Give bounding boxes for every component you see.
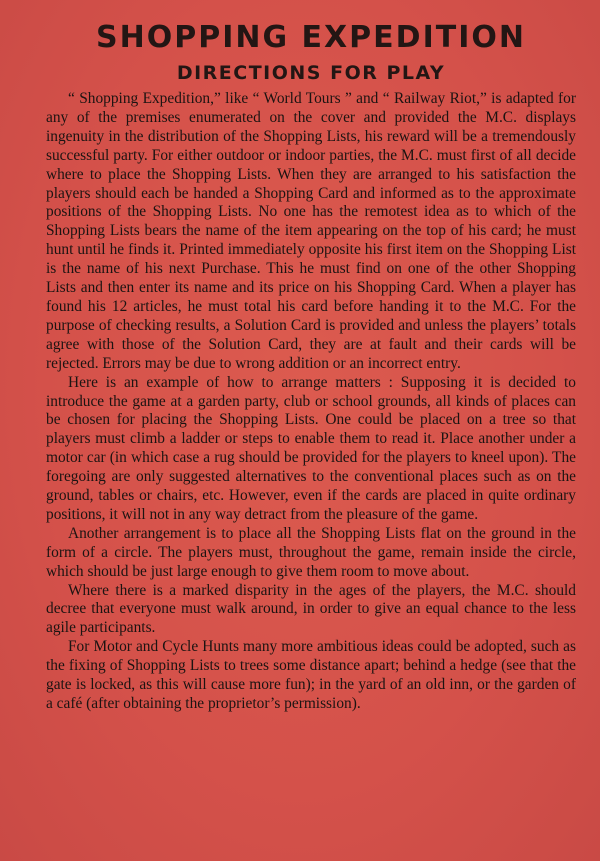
paragraph-example: Here is an example of how to arrange matters : Supposing it is decided to introduce the game at a garden party, club or school grounds, all kinds of places can be chosen for placing the Shopping Lists. One could be placed on a tree so that players must climb a ladder or steps to enable them to read it. Place another under a motor car (in which case a rug should be provided for the players to kneel upon). The foregoing are only suggested alternatives to the conventional places such as on the ground, tables or chairs, etc. However, even if the cards are placed in quite ordinary positions, it will not in any way detract from the pleasure of the game. <box>46 373 576 523</box>
paragraph-intro: “ Shopping Expedition,” like “ World Tours ” and “ Railway Riot,” is adapted for any of the premises enumerated on the cover and provided the M.C. displays ingenuity in the distribution of the Shopping Lists, his reward will be a tremendously successful party. For either outdoor or indoor parties, the M.C. must first of all decide where to place the Shopping Lists. When they are arranged to his satisfaction the players should each be handed a Shopping Card and informed as to the approximate positions of the Shopping Lists. No one has the remotest idea as to which of the Shopping Lists bears the name of the item appearing on the top of his card; he must hunt until he finds it. Printed immediately opposite his first item on the Shopping List is the name of his next Purchase. This he must find on one of the other Shopping Lists and then enter its name and its price on his Shopping Card. When a player has found his 12 articles, he must total his card before handing it to the M.C. For the purpose of checking results, a Solution Card is provided and unless the players’ totals agree with those of the Solution Card, they are at fault and their cards will be rejected. Errors may be due to wrong addition or an incorrect entry. <box>46 90 576 372</box>
paragraph-circle-arrangement: Another arrangement is to place all the Shopping Lists flat on the ground in the form of a circle. The players must, throughout the game, remain inside the circle, which should be just large enough to give them room to move about. <box>46 524 576 580</box>
paragraph-age-disparity: Where there is a marked disparity in the ages of the players, the M.C. should decree that everyone must walk around, in order to give an equal chance to the less agile participants. <box>46 581 576 637</box>
page-subtitle: DIRECTIONS FOR PLAY <box>176 62 446 84</box>
paragraph-motor-cycle-hunts: For Motor and Cycle Hunts many more ambitious ideas could be adopted, such as the fixing of Shopping Lists to trees some distance apart; behind a hedge (see that the gate is locked, as this will cause more fun); in the yard of an old inn, or the garden of a café (after obtaining the proprietor’s permission). <box>46 638 576 712</box>
page-title: SHOPPING EXPEDITION <box>96 20 526 55</box>
directions-body <box>46 90 576 714</box>
